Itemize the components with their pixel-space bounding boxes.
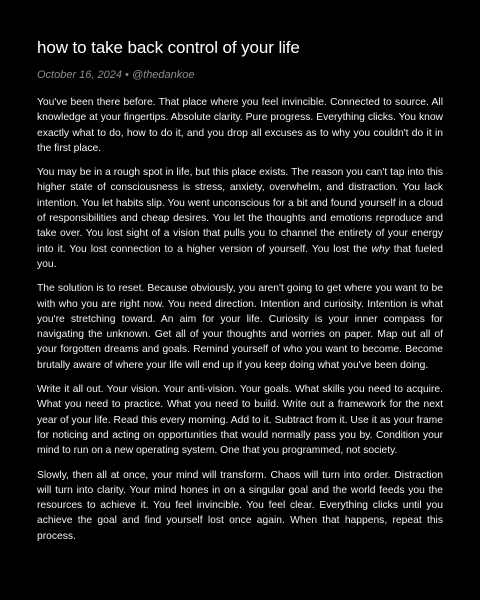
paragraph-2-emphasis: why [371,243,390,255]
post-body [37,95,443,544]
paragraph-1: You've been there before. That place where you feel invincible. Connected to source. All knowledge at your fingertips. Absolute clarity. Pure progress. Everything clicks. You know exactly what to do, how to do it, and you drop all excuses as to why you couldn't do it in the first place. [37,97,443,154]
paragraph-5: Slowly, then all at once, your mind will transform. Chaos will turn into order. Distraction will turn into clarity. Your mind hones in on a singular goal and the world feeds you the resources to achieve it. You feel invincible. You feel clear. Everything clicks until you achieve the goal and find yourself lost once again. When that happens, repeat this process. [37,469,443,542]
post-title: how to take back control of your life [37,38,300,57]
paragraph-4: Write it all out. Your vision. Your anti-vision. Your goals. What skills you need to acquire. What you need to practice. What you need to build. Write out a framework for the next year of your life. Read this every morning. Add to it. Subtract from it. Use it as your frame for noticing and acting on opportunities that would normally pass you by. Condition your mind to run on a new operating system. One that you programmed, not society. [37,384,443,457]
paragraph-2-text: You may be in a rough spot in life, but this place exists. The reason you can't tap into this higher state of consciousness is stress, anxiety, overwhelm, and distraction. You lack intention. You let habits slip. You went unconscious for a bit and found yourself in a cloud of responsibilities and cheap desires. You let the thoughts and emotions reproduce and take over. You lost sight of a vision that pulls you to channel the entirety of your energy into it. You lost connection to a higher version of yourself. You lost the [37,167,443,255]
post-meta: October 16, 2024 • @thedankoe [37,69,195,81]
paragraph-2 [37,165,443,272]
paragraph-2-tail: that fueled you. [37,243,443,270]
paragraph-3: The solution is to reset. Because obviously, you aren't going to get where you want to be with who you are right now. You need direction. Intention and curiosity. Intention is what you're stretching toward. An aim for your life. Curiosity is your inner compass for navigating the unknown. Get all of your thoughts and worries on paper. Map out all of your forgotten dreams and goals. Remind yourself of who you want to become. Become brutally aware of where your life will end up if you keep doing what you've been doing. [37,283,443,371]
